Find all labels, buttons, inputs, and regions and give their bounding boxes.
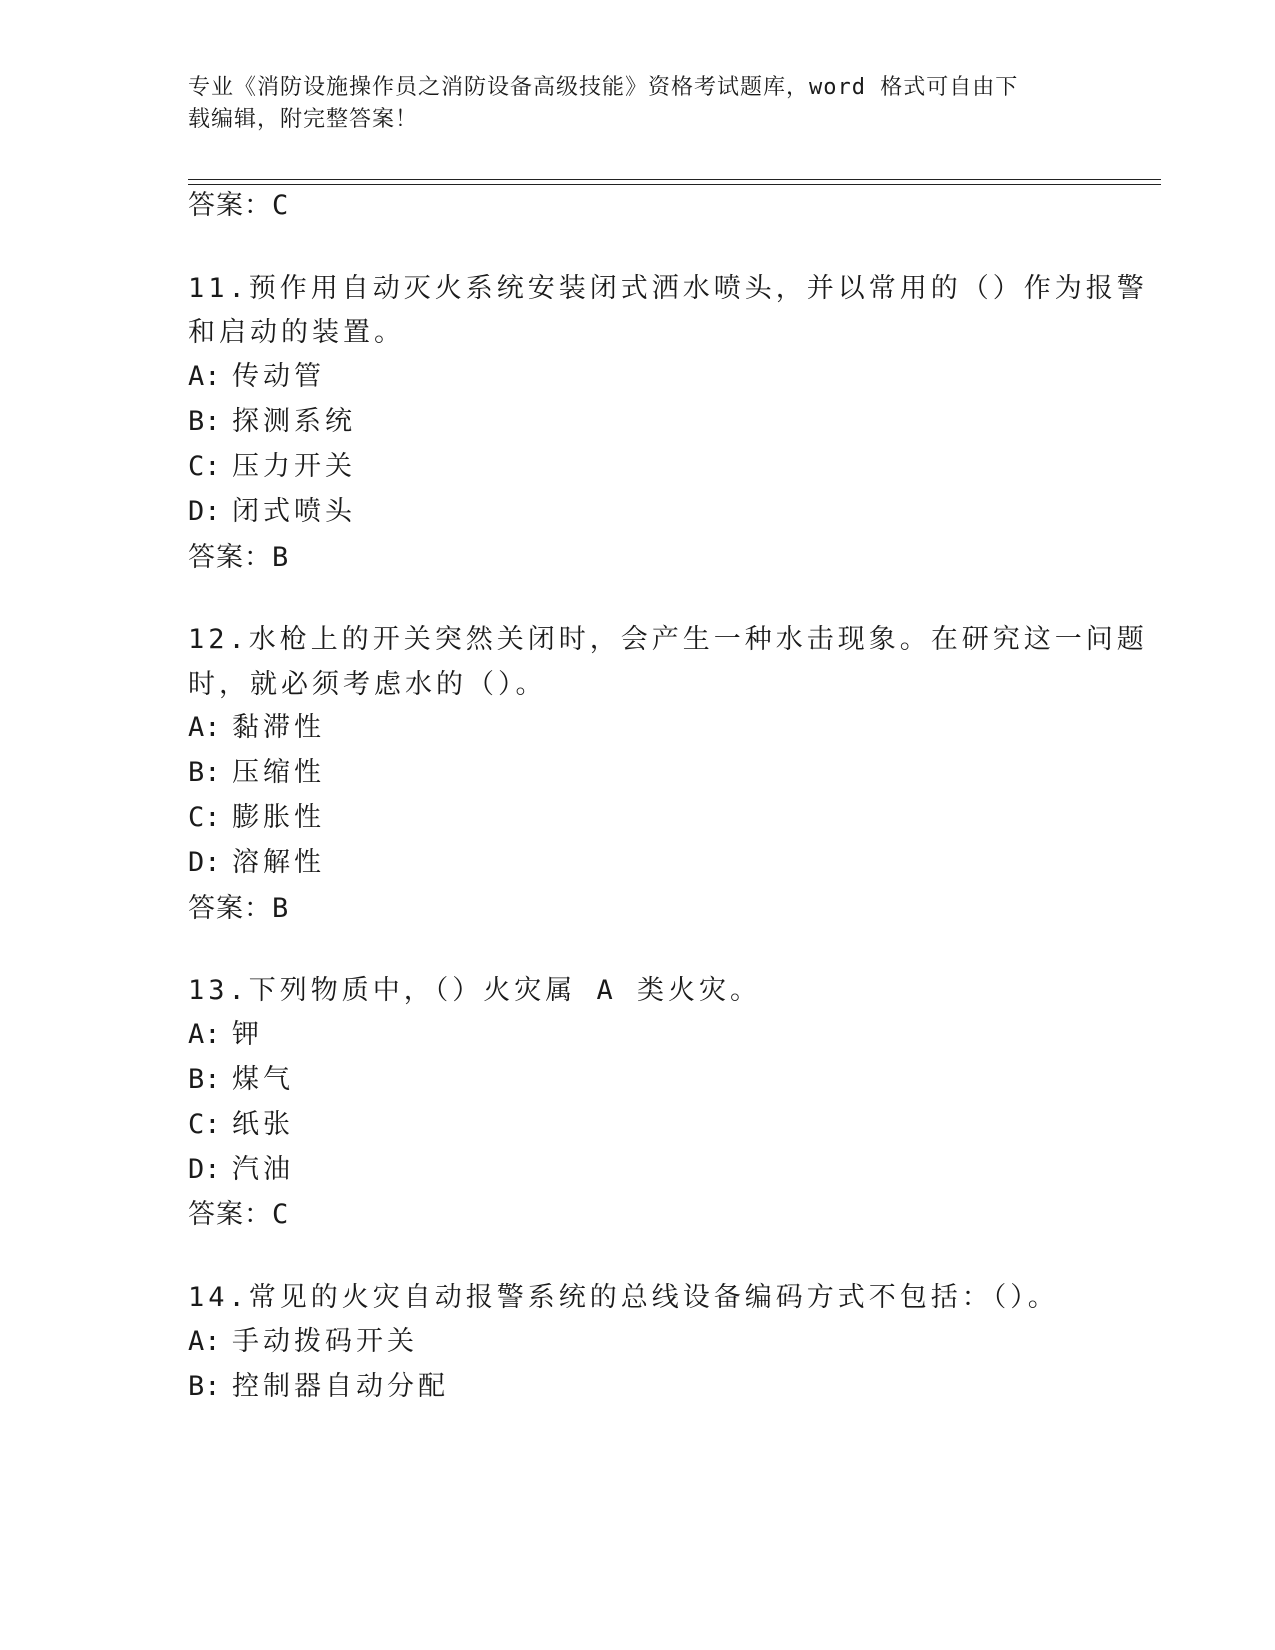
question-13-answer: 答案：C	[188, 1199, 290, 1230]
question-11-option-c: C: 压力开关	[188, 451, 356, 482]
question-11-line-2: 和启动的装置。	[188, 317, 405, 348]
question-13-option-a: A: 钾	[188, 1019, 263, 1050]
question-13-option-b: B: 煤气	[188, 1064, 294, 1095]
question-12-option-d: D: 溶解性	[188, 847, 325, 878]
question-13-line-1: 13.下列物质中，（）火灾属 A 类火灾。	[188, 975, 762, 1006]
question-12-option-a: A: 黏滞性	[188, 712, 325, 743]
question-11-option-a: A: 传动管	[188, 361, 325, 392]
header-line-1: 专业《消防设施操作员之消防设备高级技能》资格考试题库，word 格式可自由下	[188, 75, 1019, 100]
answer-line: 答案：C	[188, 190, 290, 221]
header-divider	[188, 179, 1161, 185]
question-13-option-c: C: 纸张	[188, 1109, 294, 1140]
question-12-option-c: C: 膨胀性	[188, 802, 325, 833]
document-header	[188, 72, 1088, 136]
question-12-answer: 答案：B	[188, 893, 290, 924]
question-13-option-d: D: 汽油	[188, 1154, 294, 1185]
question-12-line-2: 时，就必须考虑水的（）。	[188, 669, 547, 700]
question-14-option-a: A: 手动拨码开关	[188, 1326, 418, 1357]
question-11-answer: 答案：B	[188, 542, 290, 573]
question-11-option-d: D: 闭式喷头	[188, 496, 356, 527]
question-12-line-1: 12.水枪上的开关突然关闭时，会产生一种水击现象。在研究这一问题	[188, 624, 1148, 655]
question-12-option-b: B: 压缩性	[188, 757, 325, 788]
question-14-option-b: B: 控制器自动分配	[188, 1371, 449, 1402]
header-line-2: 载编辑，附完整答案！	[188, 107, 419, 132]
question-14-line-1: 14.常见的火灾自动报警系统的总线设备编码方式不包括：（）。	[188, 1282, 1059, 1313]
question-11-line-1: 11.预作用自动灭火系统安装闭式洒水喷头，并以常用的（）作为报警	[188, 273, 1148, 304]
question-11-option-b: B: 探测系统	[188, 406, 356, 437]
